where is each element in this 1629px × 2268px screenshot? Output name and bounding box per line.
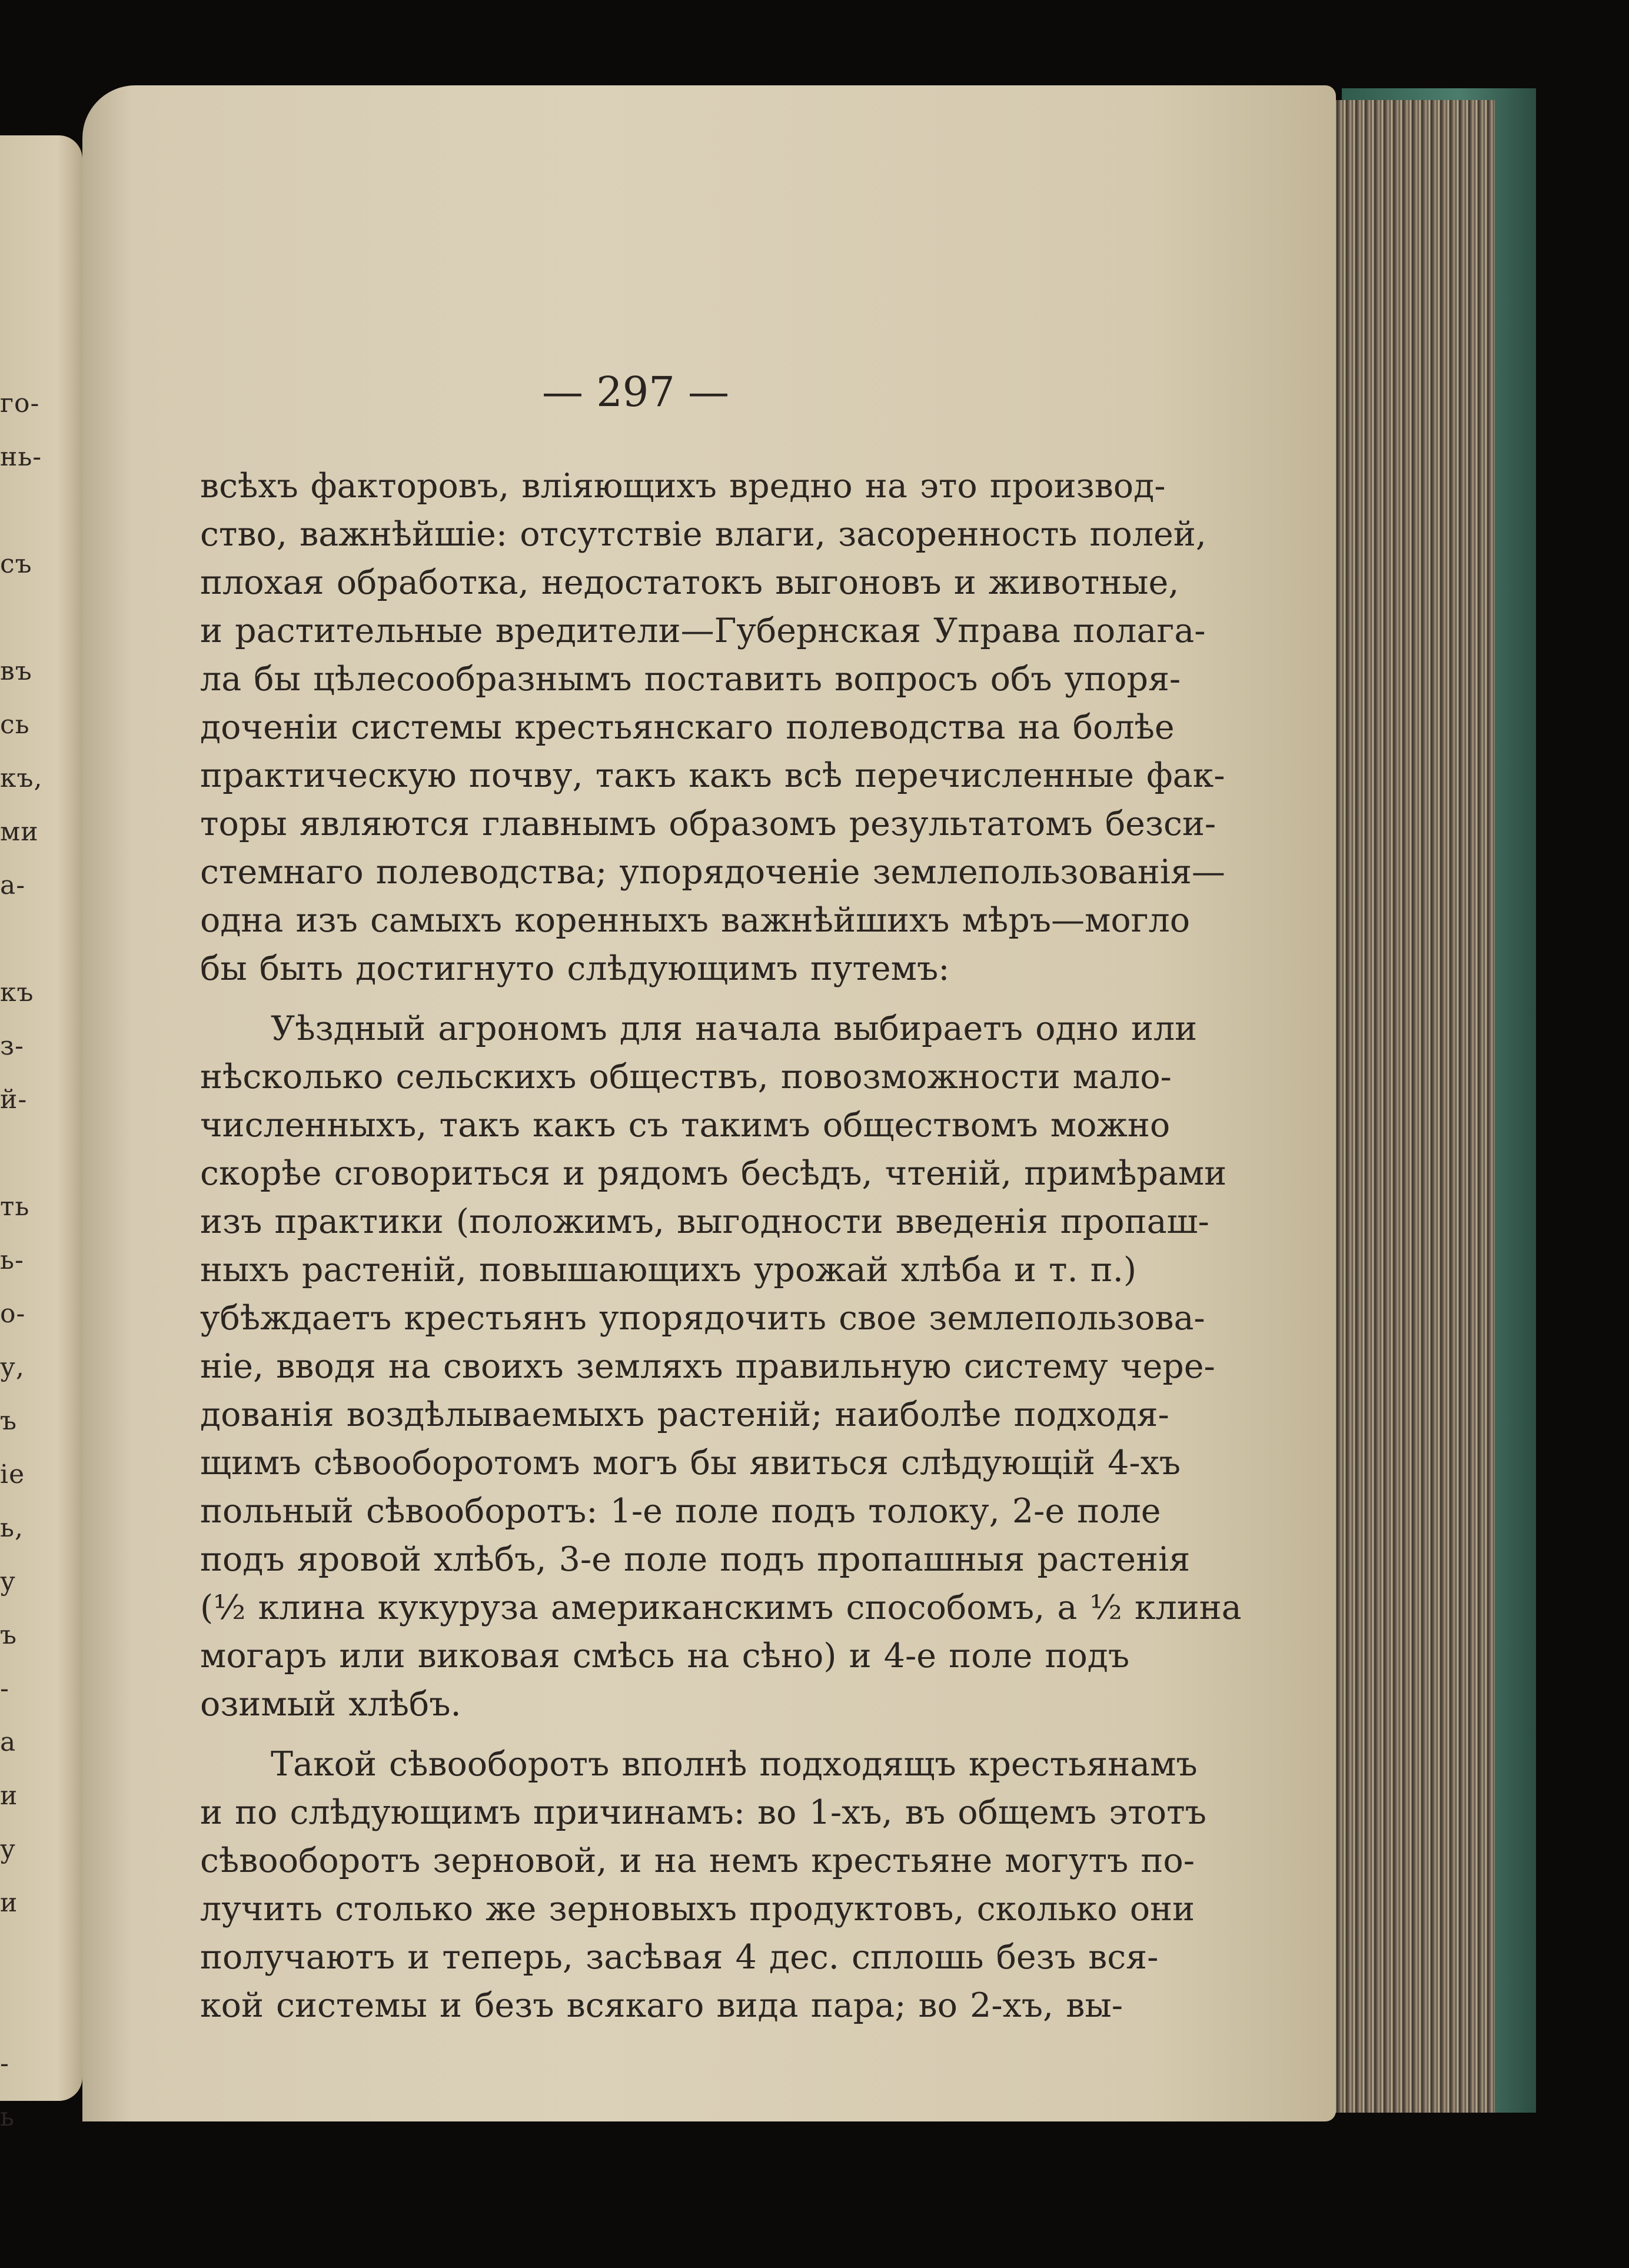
page-stack-edges: [1318, 100, 1495, 2113]
text-line: практическую почву, такъ какъ всѣ перечисленные фак-: [200, 756, 1225, 795]
left-edge-fragment: ть: [0, 1192, 30, 1222]
text-line: дованія воздѣлываемыхъ растеній; наиболѣе подходя-: [200, 1395, 1169, 1434]
left-edge-fragment: и: [0, 1888, 18, 1918]
text-line: озимый хлѣбъ.: [200, 1685, 461, 1724]
left-edge-fragment: ь,: [0, 1513, 24, 1543]
left-edge-fragment: ь: [0, 2102, 15, 2132]
text-line: плохая обработка, недостатокъ выгоновъ и животные,: [200, 563, 1179, 602]
left-edge-fragment: въ: [0, 656, 32, 686]
text-line: одна изъ самыхъ коренныхъ важнѣйшихъ мѣръ—могло: [200, 901, 1191, 940]
text-line: ніе, вводя на своихъ земляхъ правильную систему чере-: [200, 1347, 1215, 1386]
left-edge-fragment: къ,: [0, 763, 43, 793]
left-edge-fragment: ъ: [0, 1406, 17, 1436]
text-line: убѣждаетъ крестьянъ упорядочить свое землепользова-: [200, 1299, 1205, 1338]
text-line: всѣхъ факторовъ, вліяющихъ вредно на это производ-: [200, 467, 1166, 506]
text-line: щимъ сѣвооборотомъ могъ бы явиться слѣдующій 4-хъ: [200, 1444, 1181, 1482]
text-line: сѣвооборотъ зерновой, и на немъ крестьяне могутъ по-: [200, 1841, 1195, 1880]
left-edge-fragment: съ: [0, 549, 32, 579]
left-edge-fragment: ъ: [0, 1620, 17, 1650]
left-edge-fragment: къ: [0, 977, 34, 1007]
page-body-text: [200, 462, 1242, 2030]
left-edge-fragment: іе: [0, 1459, 25, 1489]
paragraph: [200, 462, 1225, 993]
text-line: нѣсколько сельскихъ обществъ, повозможности мало-: [200, 1057, 1172, 1096]
text-line: бы быть достигнуто слѣдующимъ путемъ:: [200, 949, 950, 988]
text-line: получаютъ и теперь, засѣвая 4 дес. сплошь безъ вся-: [200, 1938, 1159, 1977]
text-line: торы являются главнымъ образомъ результатомъ безси-: [200, 804, 1216, 843]
text-line: польный сѣвооборотъ: 1-е поле подъ толоку, 2-е поле: [200, 1492, 1161, 1531]
text-line: стемнаго полеводства; упорядоченіе землепользованія—: [200, 853, 1225, 892]
left-edge-fragment: -: [0, 1674, 9, 1704]
text-line: изъ практики (положимъ, выгодности введенія пропаш-: [200, 1202, 1209, 1241]
text-line: скорѣе сговориться и рядомъ бесѣдъ, чтеній, примѣрами: [200, 1154, 1227, 1193]
left-facing-page: [0, 135, 82, 2132]
left-edge-fragment: о-: [0, 1299, 26, 1329]
left-edge-fragment: а-: [0, 870, 26, 900]
text-line: кой системы и безъ всякаго вида пара; во 2-хъ, вы-: [200, 1986, 1123, 2025]
left-edge-fragment: сь: [0, 710, 30, 740]
left-edge-fragment: ми: [0, 817, 39, 847]
left-edge-fragment: у: [0, 1834, 16, 1864]
left-edge-fragment: у,: [0, 1352, 25, 1382]
left-edge-fragment: у: [0, 1567, 16, 1597]
book-page: [82, 85, 1336, 2121]
page-number: — 297 —: [541, 368, 730, 416]
text-line: ла бы цѣлесообразнымъ поставить вопросъ объ упоря-: [200, 660, 1181, 699]
left-edge-fragment: нь-: [0, 442, 42, 472]
text-line: ныхъ растеній, повышающихъ урожай хлѣба и т. п.): [200, 1251, 1137, 1289]
text-line: подъ яровой хлѣбъ, 3-е поле подъ пропашныя растенія: [200, 1540, 1191, 1579]
left-edge-fragment: -: [0, 2048, 9, 2079]
left-edge-fragment: ь-: [0, 1245, 24, 1275]
text-line: и растительные вредители—Губернская Управа полага-: [200, 611, 1206, 650]
text-line: доченіи системы крестьянскаго полеводства на болѣе: [200, 708, 1175, 747]
text-line: Такой сѣвооборотъ вполнѣ подходящъ крестьянамъ: [271, 1745, 1198, 1784]
left-edge-fragment: й-: [0, 1085, 28, 1115]
left-edge-fragment: го-: [0, 388, 40, 418]
text-line: (½ клина кукуруза американскимъ способомъ, а ½ клина: [200, 1588, 1242, 1627]
text-line: численныхъ, такъ какъ съ такимъ обществомъ можно: [200, 1106, 1171, 1145]
left-edge-fragment: и: [0, 1781, 18, 1811]
left-edge-fragment: а: [0, 1727, 16, 1757]
left-edge-fragment: з-: [0, 1031, 24, 1061]
paragraph: [200, 1005, 1242, 1728]
text-line: и по слѣдующимъ причинамъ: во 1-хъ, въ общемъ этотъ: [200, 1793, 1206, 1832]
text-line: лучить столько же зерновыхъ продуктовъ, сколько они: [200, 1890, 1195, 1928]
text-line: могаръ или виковая смѣсь на сѣно) и 4-е поле подъ: [200, 1637, 1130, 1675]
text-line: Уѣздный агрономъ для начала выбираетъ одно или: [271, 1009, 1198, 1048]
text-line: ство, важнѣйшіе: отсутствіе влаги, засоренность полей,: [200, 515, 1206, 554]
paragraph: [200, 1740, 1206, 2030]
